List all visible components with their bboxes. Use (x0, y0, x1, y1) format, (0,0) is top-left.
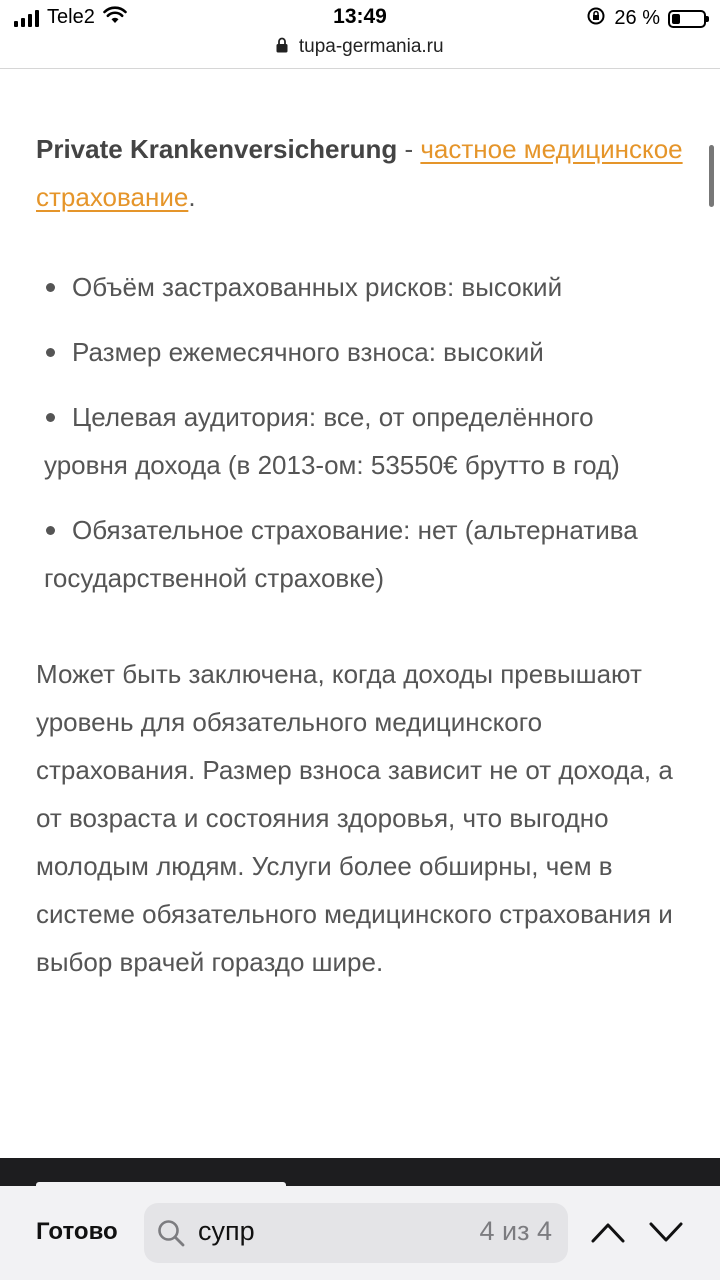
address-bar[interactable] (0, 36, 720, 68)
feature-list (36, 263, 684, 602)
next-match-button[interactable] (646, 1214, 686, 1250)
list-item-text: Целевая аудитория: все, от определённого уровня дохода (в 2013-ом: 53550€ брутто в год) (44, 402, 620, 480)
clock: 13:49 (333, 5, 387, 28)
page-url: tupa-germania.ru (298, 36, 444, 57)
lock-icon (276, 37, 288, 58)
list-item (36, 263, 684, 311)
search-icon (156, 1218, 186, 1253)
insurance-link[interactable]: частное медицинское страхование (36, 134, 683, 212)
match-counter: 4 из 4 (479, 1216, 552, 1246)
lead-separator: - (397, 134, 421, 164)
chevron-down-icon (646, 1214, 686, 1250)
term-heading: Private Krankenversicherung (36, 134, 398, 164)
chevron-up-icon (588, 1214, 628, 1250)
battery-icon (668, 10, 706, 28)
body-paragraph: Может быть заключена, когда доходы превышают уровень для обязательного медицинского страхования. Размер взноса зависит не от дохода, а от возраста и состояния здоровья, что выгодно молодым людям. Услуги более обширны, чем в системе обязательного медицинского страхования и выбор врачей гораздо шире. (36, 659, 673, 977)
carrier-name: Tele2 (47, 6, 95, 28)
list-item (36, 393, 684, 489)
list-item-text: Обязательное страхование: нет (альтернатива государственной страховке) (44, 515, 638, 593)
battery-percent: 26 % (614, 7, 660, 29)
rotation-lock-icon (586, 6, 606, 31)
list-item (36, 506, 684, 602)
header-divider (0, 68, 720, 69)
scrollbar[interactable] (709, 145, 714, 207)
previous-match-button[interactable] (588, 1214, 628, 1250)
list-item (36, 328, 684, 376)
done-button[interactable]: Готово (36, 1218, 118, 1245)
article-content (36, 125, 684, 986)
lead-paragraph (36, 125, 684, 221)
find-search-field[interactable] (144, 1203, 568, 1263)
list-item-text: Размер ежемесячного взноса: высокий (72, 337, 544, 367)
find-query-input[interactable]: супр (198, 1216, 255, 1246)
status-bar (0, 0, 720, 36)
list-item-text: Объём застрахованных рисков: высокий (72, 272, 563, 302)
lead-period: . (188, 182, 196, 212)
